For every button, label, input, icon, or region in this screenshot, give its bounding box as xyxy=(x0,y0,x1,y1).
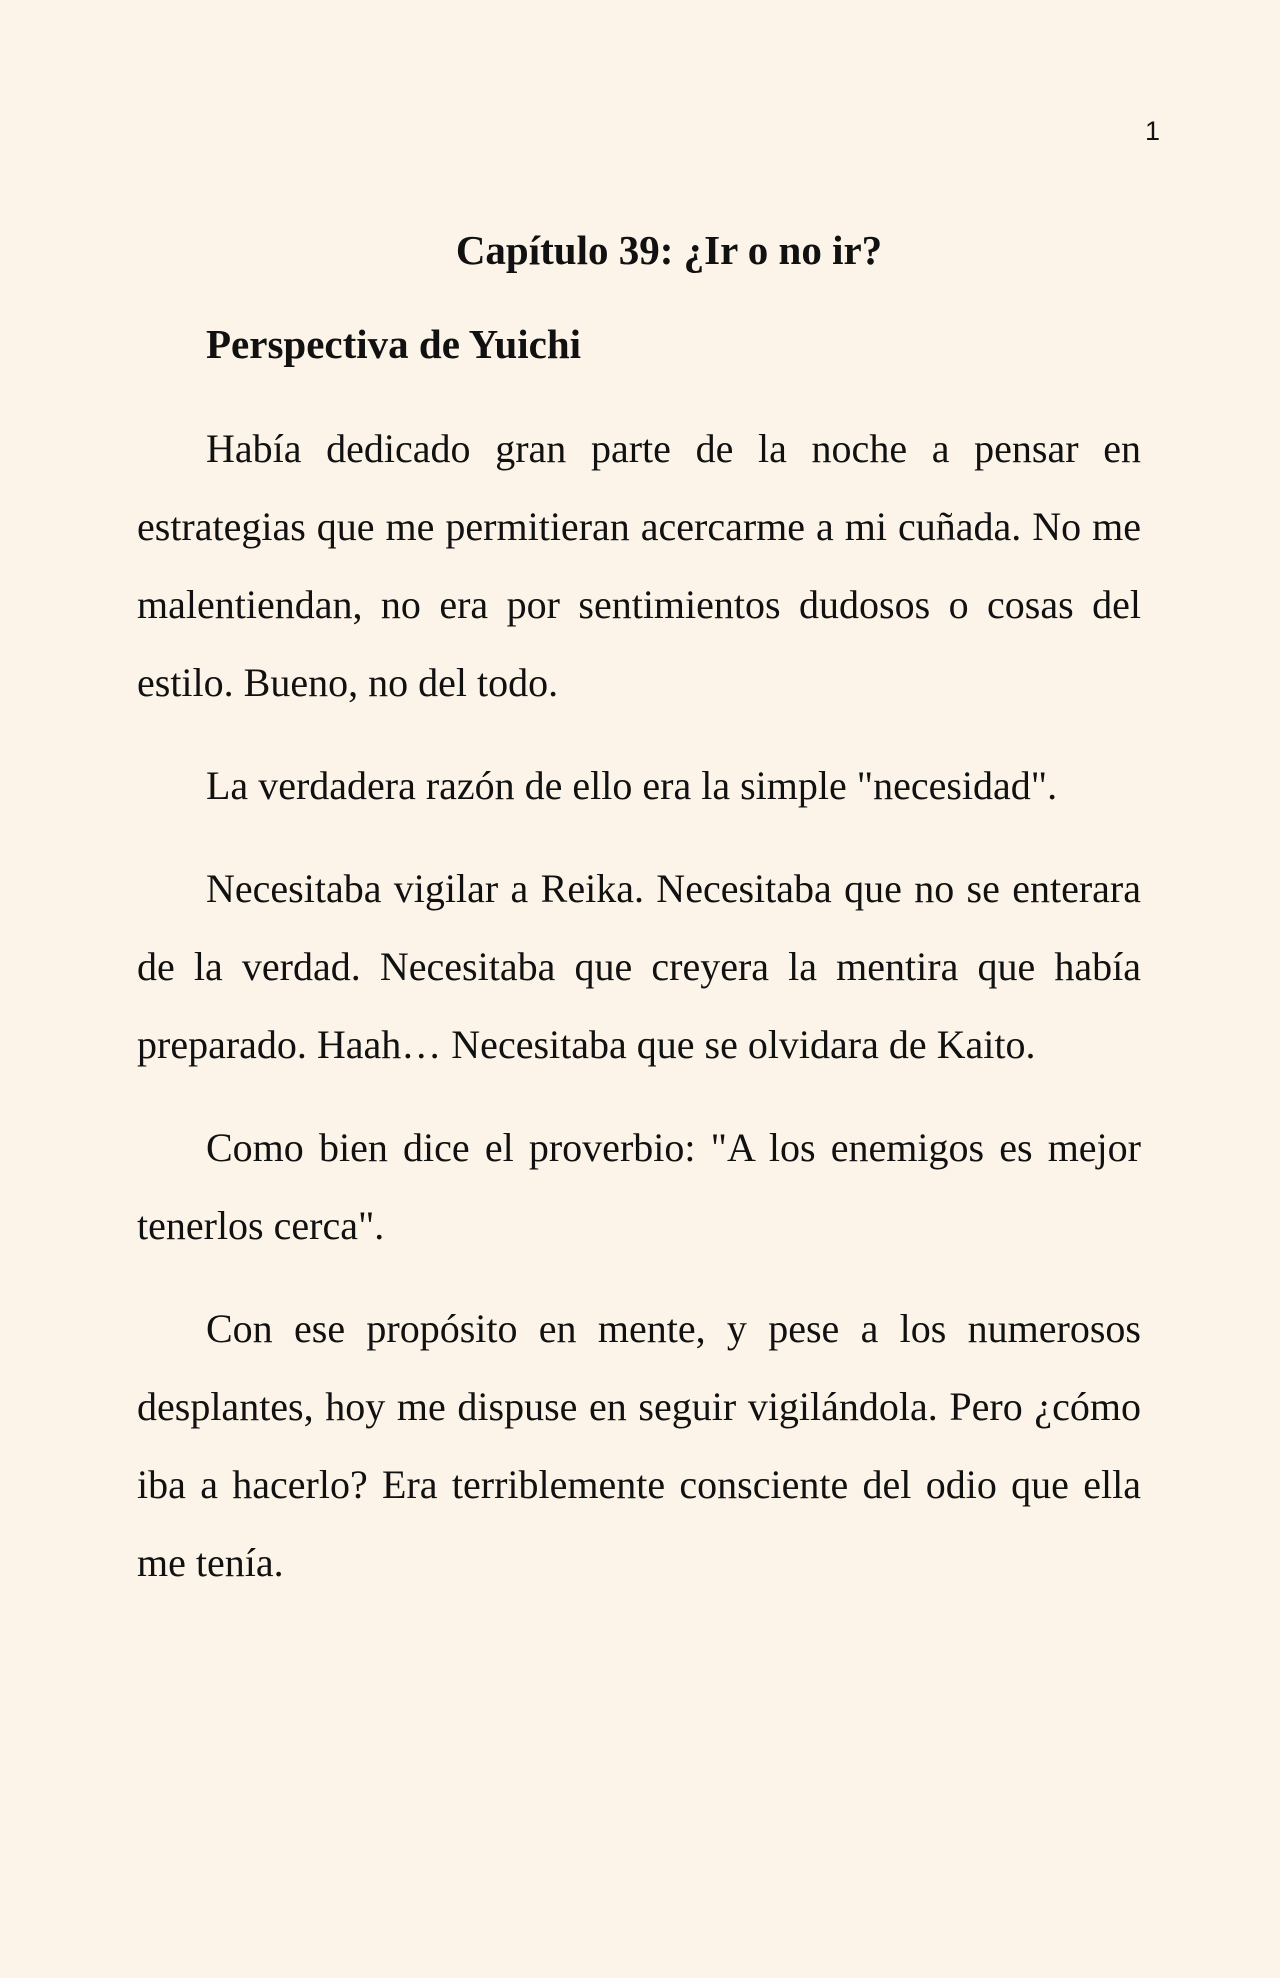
perspective-heading: Perspectiva de Yuichi xyxy=(206,321,582,367)
page-number: 1 xyxy=(1144,116,1160,146)
chapter-title: Capítulo 39: ¿Ir o no ir? xyxy=(455,227,883,273)
document-body xyxy=(137,222,1141,1627)
paragraph: La verdadera razón de ello era la simple "necesidad". xyxy=(206,763,1058,808)
paragraph: Necesitaba vigilar a Reika. Necesitaba que no se enterara de la verdad. Necesitaba que creyera la mentira que había preparado. Haah… Necesitaba que se olvidara de Kaito. xyxy=(137,866,1141,1067)
paragraph: Había dedicado gran parte de la noche a pensar en estrategias que me permitieran acercarme a mi cuñada. No me malentiendan, no era por sentimientos dudosos o cosas del estilo. Bueno, no del todo. xyxy=(137,426,1141,705)
paragraph: Con ese propósito en mente, y pese a los numerosos desplantes, hoy me dispuse en seguir vigilándola. Pero ¿cómo iba a hacerlo? Era terriblemente consciente del odio que ella me tenía. xyxy=(137,1306,1141,1585)
paragraph: Como bien dice el proverbio: "A los enemigos es mejor tenerlos cerca". xyxy=(137,1125,1141,1248)
